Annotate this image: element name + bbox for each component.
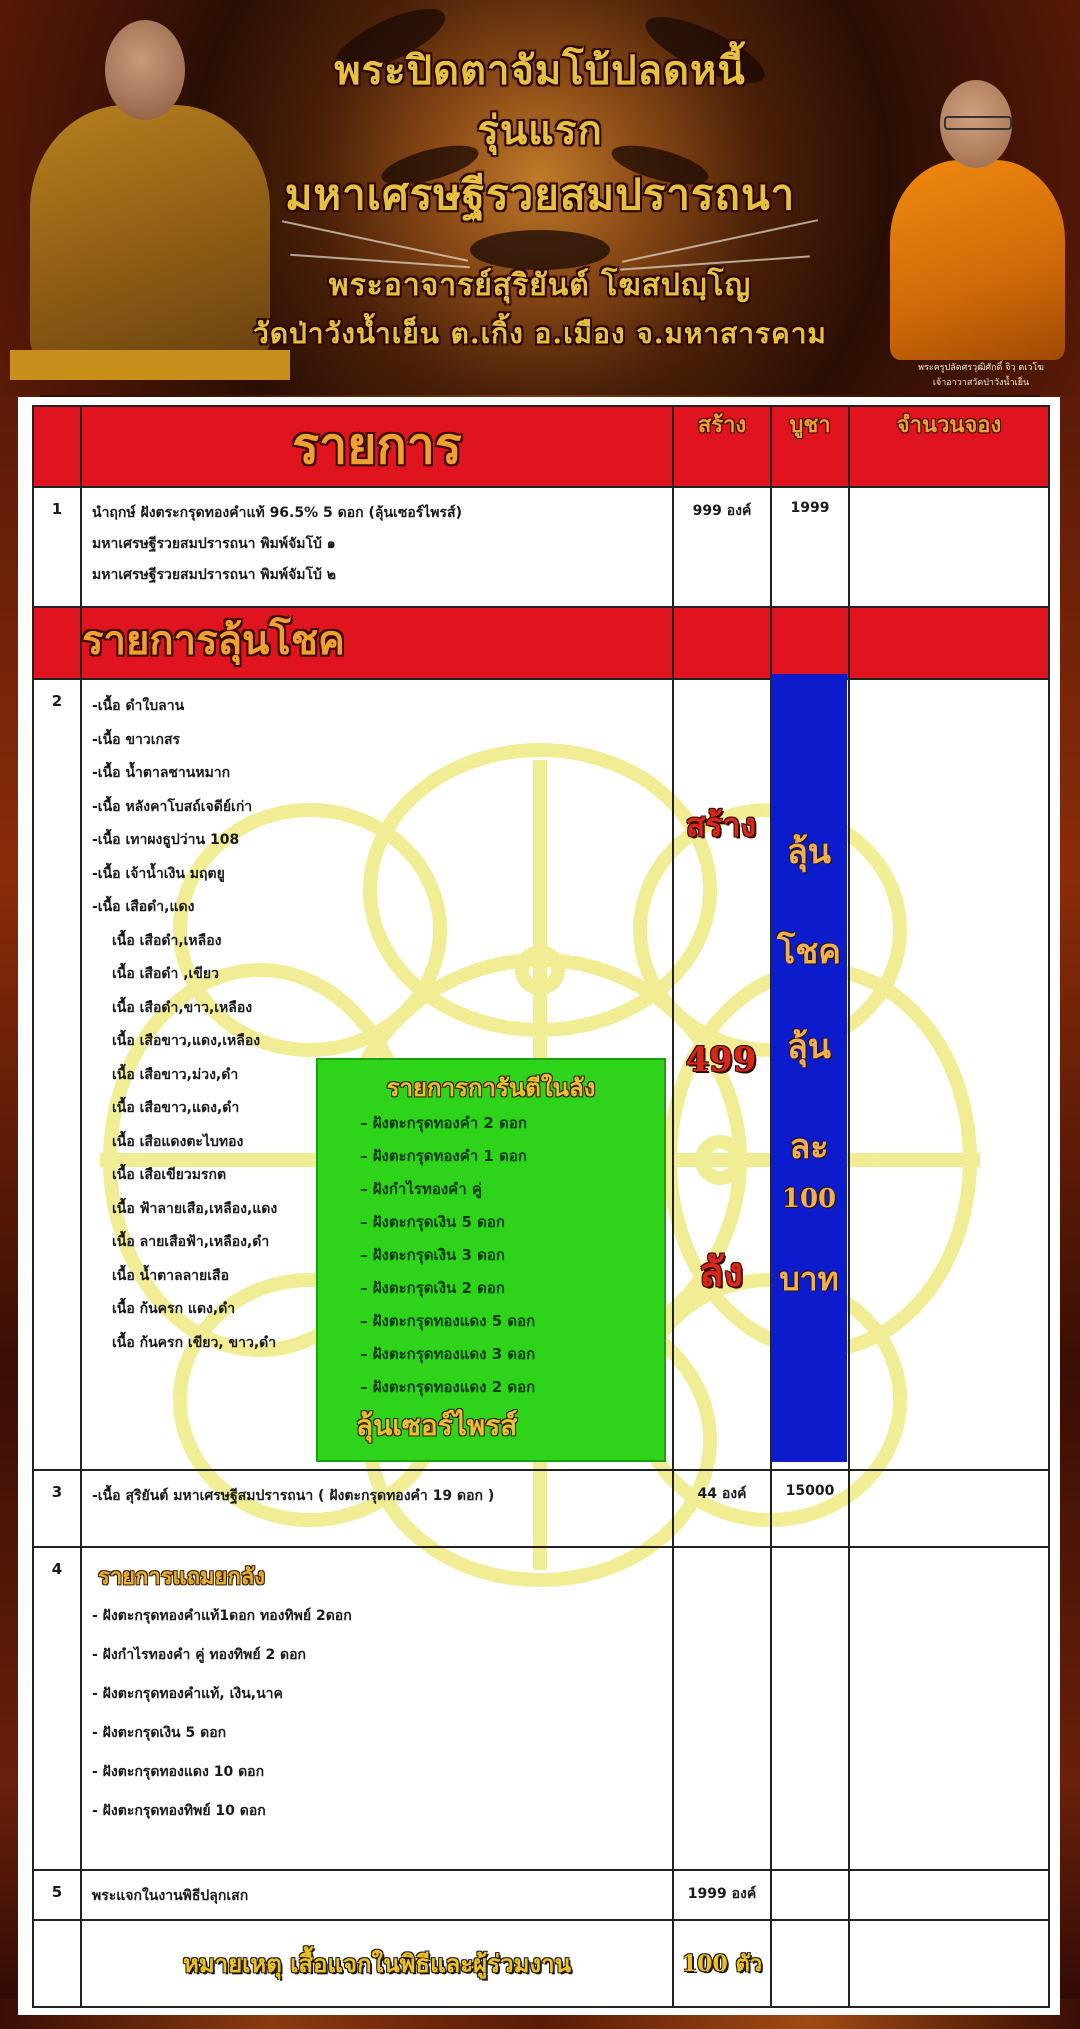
header-reserve: จำนวนจอง xyxy=(849,406,1049,487)
table-row-5 xyxy=(33,1870,1049,1920)
table-note-row xyxy=(33,1920,1049,2007)
item-line: นำฤกษ์ ฝังตระกรุดทองคำแท้ 96.5% 5 ดอก (ลุ้นเซอร์ไพรส์) xyxy=(92,505,462,521)
item-line: เนื้อ เสือดำ ,เขียว xyxy=(112,966,219,982)
luck-header-build xyxy=(673,607,771,679)
item-line: -เนื้อ สุริยันต์ มหาเศรษฐีสมปรารถนา ( ฝังตะกรุดทองคำ 19 ดอก ) xyxy=(92,1488,495,1504)
item-line: - ฝังกำไรทองคำ คู่ ทองทิพย์ 2 ดอก xyxy=(92,1647,307,1663)
guarantee-item: – ฝังตะกรุดทองแดง 5 ดอก xyxy=(360,1312,536,1330)
table-row-1 xyxy=(33,487,1049,607)
item-line: -เนื้อ เจ้าน้ำเงิน มฤตยู xyxy=(92,865,225,882)
banner-title-line2: รุ่นแรก xyxy=(477,107,603,154)
row-5-items xyxy=(81,1870,673,1920)
item-line: - ฝังตะกรุดทองคำแท้, เงิน,นาค xyxy=(92,1686,283,1702)
guarantee-item: – ฝังกำไรทองคำ คู่ xyxy=(360,1180,482,1198)
row-3-items xyxy=(81,1470,673,1547)
note-shirts-count: 100 ตัว xyxy=(673,1920,771,2007)
item-line: มหาเศรษฐีรวยสมปรารถนา พิมพ์จัมโบ้ ๑ xyxy=(92,536,336,552)
note-reserve xyxy=(849,1920,1049,2007)
luck-header-reserve xyxy=(849,607,1049,679)
luck-section-header xyxy=(33,607,1049,679)
row-1-reserve[interactable] xyxy=(849,487,1049,607)
banner-title-line1: พระปิดตาจัมโบ้ปลดหนี้ xyxy=(334,47,746,94)
header-build: สร้าง xyxy=(673,406,771,487)
item-line: เนื้อ เสือดำ,ขาว,เหลือง xyxy=(112,999,253,1016)
row-3-price: 15000 xyxy=(771,1470,849,1547)
item-line: เนื้อ เสือดำ,เหลือง xyxy=(112,932,222,949)
header-num-cell xyxy=(33,406,81,487)
header-price: บูชา xyxy=(771,406,849,487)
item-line: เนื้อ น้ำตาลลายเสือ xyxy=(112,1267,229,1284)
guarantee-item: – ฝังตะกรุดทองแดง 2 ดอก xyxy=(360,1378,536,1396)
row-number: 2 xyxy=(33,679,81,1470)
guarantee-item: – ฝังตะกรุดเงิน 5 ดอก xyxy=(360,1213,505,1231)
row-5-build: 1999 องค์ xyxy=(673,1870,771,1920)
row-5-reserve[interactable] xyxy=(849,1870,1049,1920)
row-number: 5 xyxy=(33,1870,81,1920)
item-line: -เนื้อ ขาวเกสร xyxy=(92,731,181,748)
banner-teacher-name: พระอาจารย์สุริยันต์ โฆสปญฺโญ xyxy=(328,268,752,303)
monk-caption-name: พระครูปลัดศรวุฒิศักดิ์ จิวฺ ตเวโฆ xyxy=(918,363,1044,373)
item-line: - ฝังตะกรุดเงิน 5 ดอก xyxy=(92,1725,227,1741)
item-line: เนื้อ เสือเขียวมรกต xyxy=(112,1167,227,1183)
banner-temple-address: วัดป่าวังน้ำเย็น ต.เกิ้ง อ.เมือง จ.มหาสารคาม xyxy=(253,317,827,350)
row-number: 3 xyxy=(33,1470,81,1547)
guarantee-item: – ฝังตะกรุดเงิน 2 ดอก xyxy=(360,1279,505,1297)
item-line: - ฝังตะกรุดทองคำแท้1ดอก ทองทิพย์ 2ดอก xyxy=(92,1608,352,1624)
luck-header-num xyxy=(33,607,81,679)
luck-word: ลุ้น xyxy=(786,1027,832,1067)
item-line: เนื้อ ก้นครก เขียว, ขาว,ดำ xyxy=(112,1334,277,1351)
item-line: -เนื้อ หลังคาโบสถ์เจดีย์เก่า xyxy=(92,798,253,815)
item-line: -เนื้อ ดำใบลาน xyxy=(92,698,185,714)
luck-price: 100 xyxy=(781,1184,837,1214)
item-line: เนื้อ ฟ้าลายเสือ,เหลือง,แดง xyxy=(112,1200,278,1217)
note-text: หมายเหตุ เสื้อแจกในพิธีและผู้ร่วมงาน xyxy=(81,1920,673,2007)
note-num xyxy=(33,1920,81,2007)
monk-caption-title: เจ้าอาวาสวัดป่าวังน้ำเย็น xyxy=(932,378,1030,388)
table-header-row xyxy=(33,406,1049,487)
row-4-build xyxy=(673,1547,771,1870)
luck-word: โชค xyxy=(776,932,842,972)
item-line: -เนื้อ เทาผงธูปว่าน 108 xyxy=(92,832,240,848)
item-line: -เนื้อ เสือดำ,แดง xyxy=(92,899,195,915)
item-line: เนื้อ เสือขาว,แดง,เหลือง xyxy=(112,1033,261,1049)
item-line: เนื้อ ก้นครก แดง,ดำ xyxy=(112,1301,236,1317)
guarantee-footer: ลุ้นเซอร์ไพรส์ xyxy=(356,1409,518,1442)
build-label: สร้าง xyxy=(685,806,757,844)
guarantee-title: รายการการันตีในลัง xyxy=(386,1073,596,1102)
item-line: เนื้อ เสือขาว,ม่วง,ดำ xyxy=(112,1066,239,1083)
guarantee-item: – ฝังตะกรุดทองแดง 3 ดอก xyxy=(360,1345,536,1363)
row-1-price: 1999 xyxy=(771,487,849,607)
guarantee-item: – ฝังตะกรุดเงิน 3 ดอก xyxy=(360,1246,505,1264)
row-number: 1 xyxy=(33,487,81,607)
luck-price-column xyxy=(771,674,847,1462)
row-number: 4 xyxy=(33,1547,81,1870)
luck-section-title: รายการลุ้นโชค xyxy=(81,607,673,679)
row-1-build: 999 องค์ xyxy=(673,487,771,607)
table-row-3 xyxy=(33,1470,1049,1547)
header-item: รายการ xyxy=(81,406,673,487)
guarantee-box xyxy=(316,1058,666,1462)
banner-title-line3: มหาเศรษฐีรวยสมปรารถนา xyxy=(284,170,796,219)
item-line: เนื้อ เสือขาว,แดง,ดำ xyxy=(112,1100,240,1116)
item-line: -เนื้อ น้ำตาลชานหมาก xyxy=(92,765,231,781)
row-4-price xyxy=(771,1547,849,1870)
luck-header-price xyxy=(771,607,849,679)
guarantee-item: – ฝังตะกรุดทองคำ 1 ดอก xyxy=(360,1147,527,1165)
luck-currency: บาท xyxy=(779,1260,839,1298)
row-4-items xyxy=(81,1547,673,1870)
note-price xyxy=(771,1920,849,2007)
row-3-reserve[interactable] xyxy=(849,1470,1049,1547)
header-banner xyxy=(0,0,1080,395)
build-unit: ลัง xyxy=(698,1249,744,1296)
item-line: เนื้อ เสือแดงตะไบทอง xyxy=(112,1133,244,1150)
row-2-reserve[interactable] xyxy=(849,679,1049,1470)
luck-word: ลุ้น xyxy=(786,832,832,872)
table-row-4 xyxy=(33,1547,1049,1870)
row-5-price xyxy=(771,1870,849,1920)
item-line: - ฝังตะกรุดทองทิพย์ 10 ดอก xyxy=(92,1803,266,1819)
build-count: 499 xyxy=(685,1040,757,1080)
row-3-build: 44 องค์ xyxy=(673,1470,771,1547)
row-1-items xyxy=(81,487,673,607)
item-line: พระแจกในงานพิธีปลุกเสก xyxy=(92,1888,249,1904)
item-line: - ฝังตะกรุดทองแดง 10 ดอก xyxy=(92,1764,265,1780)
item-line: มหาเศรษฐีรวยสมปรารถนา พิมพ์จัมโบ้ ๒ xyxy=(92,567,337,583)
bonus-section-title: รายการแถมยกลัง xyxy=(98,1564,265,1590)
row-4-reserve[interactable] xyxy=(849,1547,1049,1870)
item-line: เนื้อ ลายเสือฟ้า,เหลือง,ดำ xyxy=(112,1234,270,1250)
luck-word: ละ xyxy=(789,1127,829,1167)
guarantee-item: – ฝังตะกรุดทองคำ 2 ดอก xyxy=(360,1114,527,1132)
